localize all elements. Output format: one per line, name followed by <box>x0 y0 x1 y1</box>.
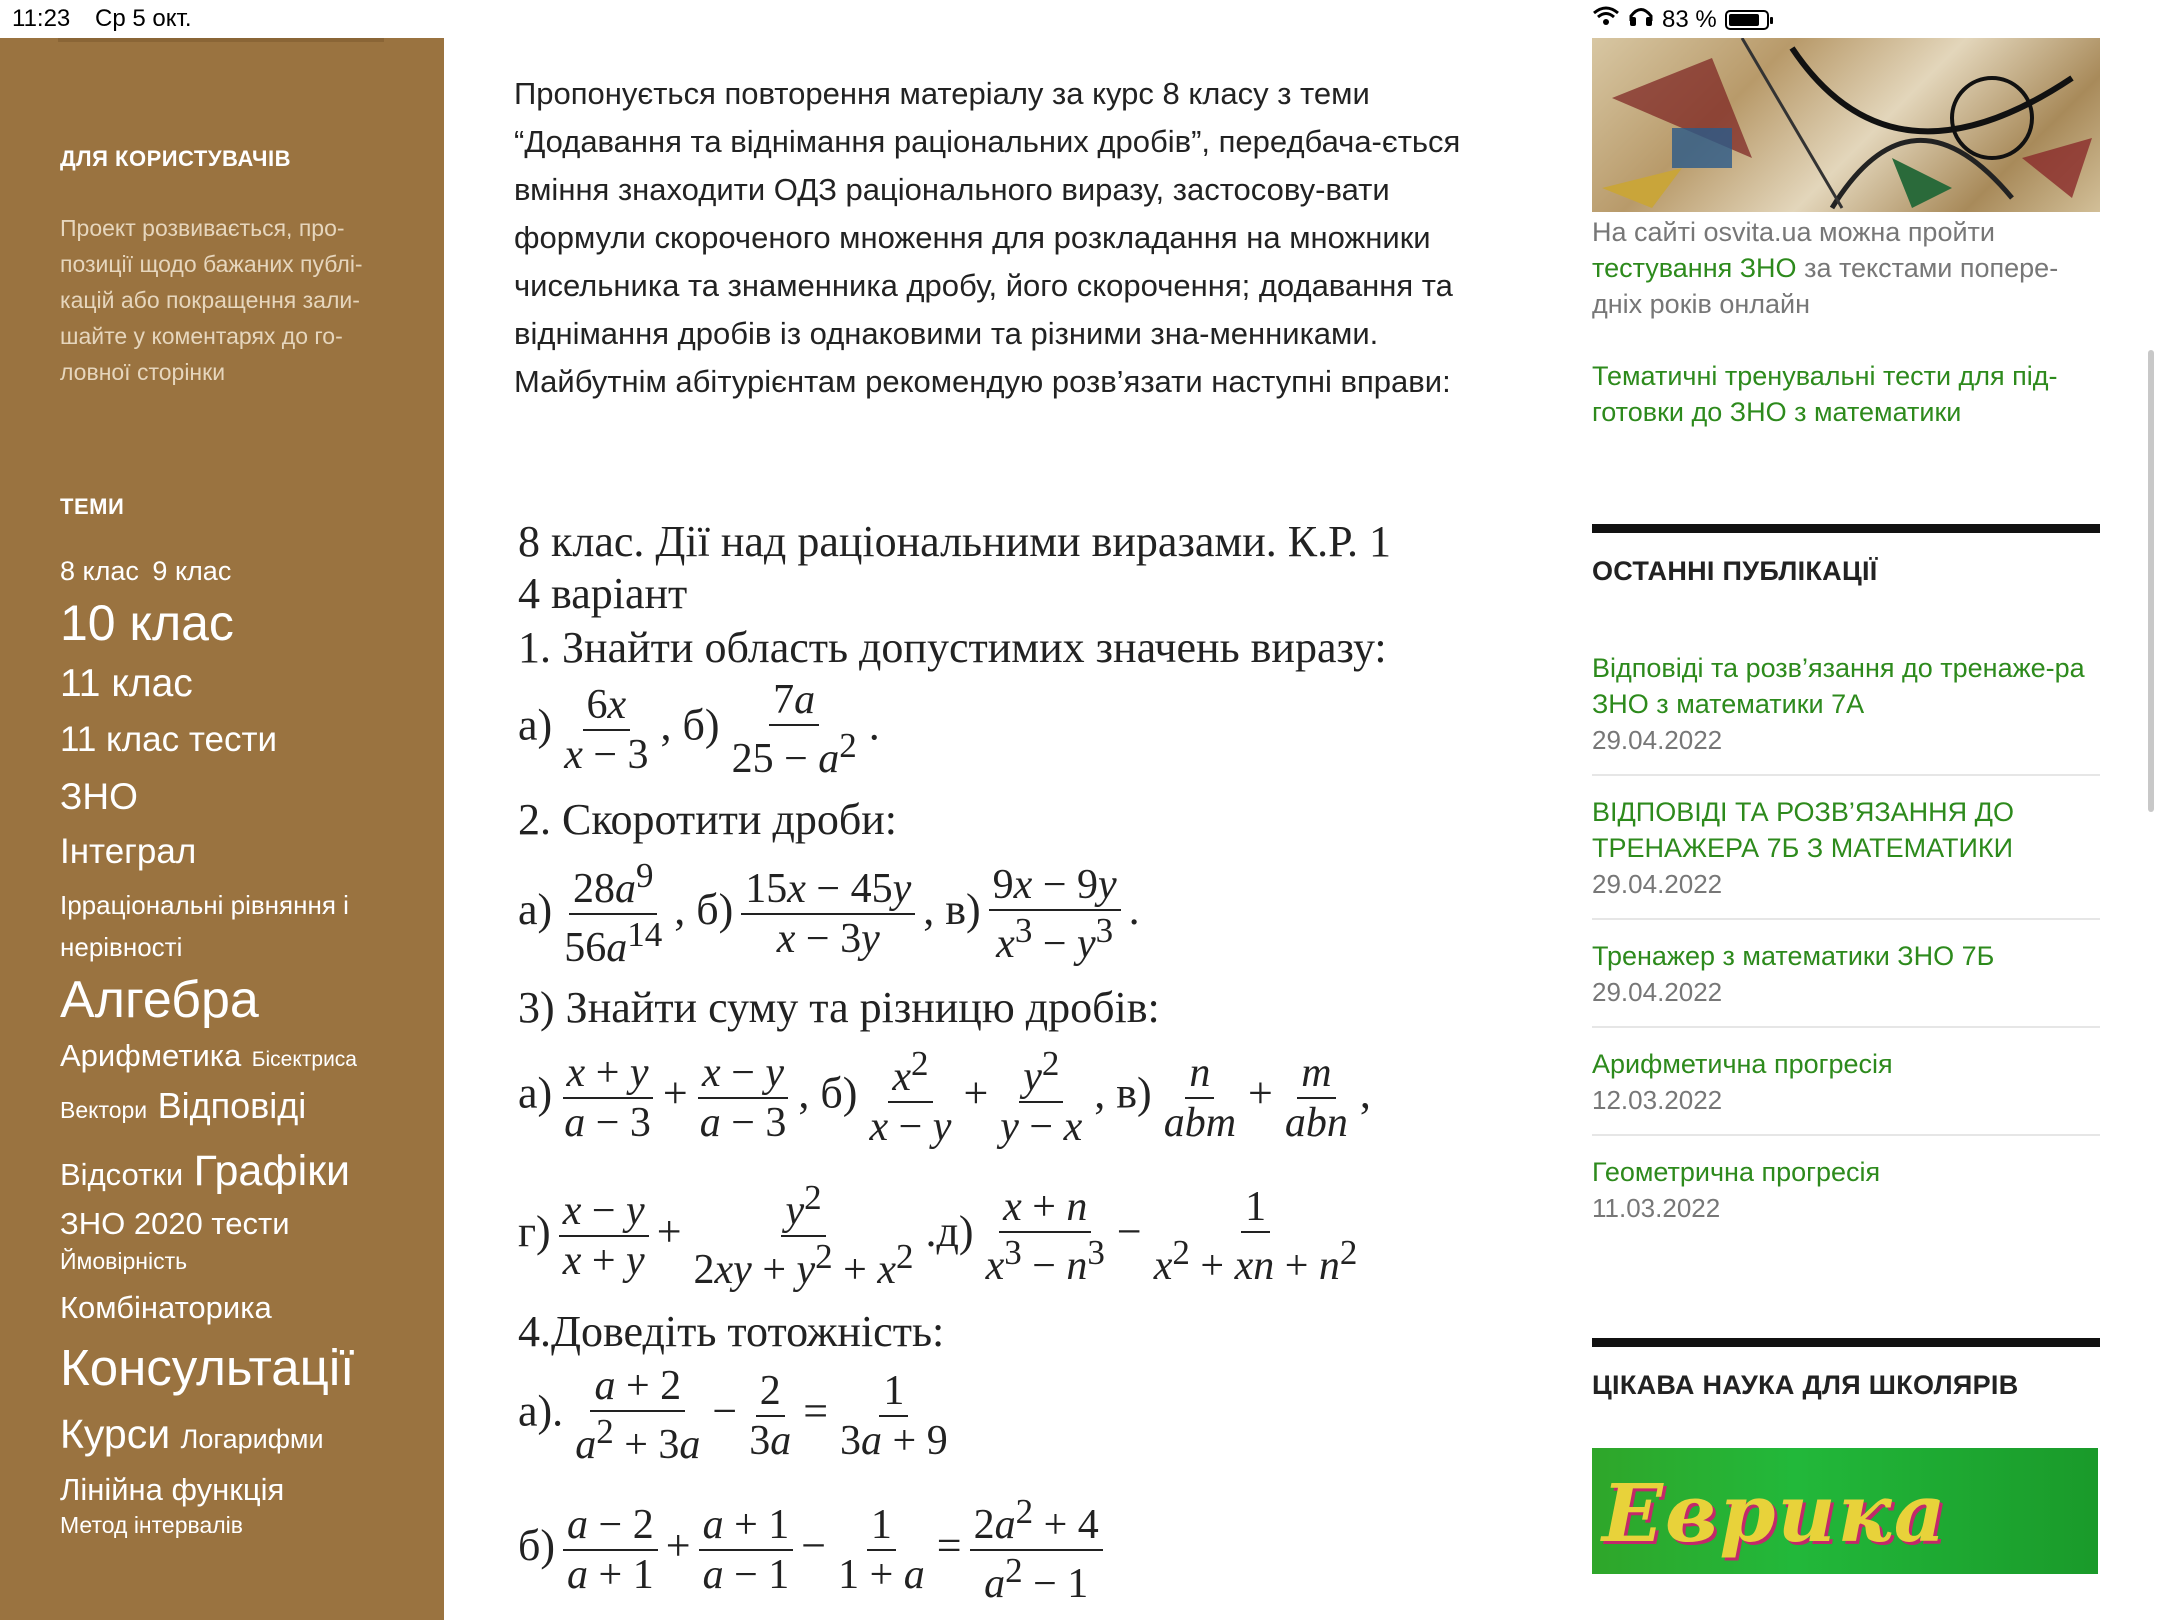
tag-11-class-tests[interactable]: 11 клас тести <box>60 720 278 759</box>
task-3: 3) Знайти суму та різницю дробів: <box>518 983 1160 1032</box>
tag-graphs[interactable]: Графіки <box>193 1147 351 1195</box>
tag-algebra[interactable]: Алгебра <box>60 971 259 1029</box>
tag-interval-method[interactable]: Метод інтервалів <box>60 1512 243 1538</box>
zno-caption <box>1592 214 2100 322</box>
zno-testing-link[interactable]: тестування ЗНО <box>1592 253 1797 283</box>
evrika-banner-text: Еврика <box>1602 1466 1948 1560</box>
post-title[interactable]: Арифметична прогресія <box>1592 1049 1893 1079</box>
tag-probability[interactable]: Ймовірність <box>60 1248 188 1274</box>
topics-heading: ТЕМИ <box>60 494 125 519</box>
tag-percent[interactable]: Відсотки <box>60 1157 184 1192</box>
task-3-row-2: г) $\frac{x - y}{x + y}$ + $\frac{y^2}{2xy + y^2 + x^2}$ .д) $\frac{x + n}{x^3 - n^3}$ − $\frac{1}{x^2 + xn + n^2}$ <box>518 1178 1358 1293</box>
post-title[interactable]: Тренажер з математики ЗНО 7Б <box>1592 941 1995 971</box>
abstract-painting[interactable] <box>1592 38 2100 212</box>
battery-percent: 83 % <box>1662 5 1717 33</box>
post-title[interactable]: Геометрична прогресія <box>1592 1157 1881 1187</box>
status-time: 11:23 <box>12 5 71 32</box>
tag-linear-function[interactable]: Лінійна функція <box>60 1472 285 1507</box>
tag-bisector[interactable]: Бісектриса <box>251 1048 357 1071</box>
task-2: 2. Скоротити дроби: <box>518 795 898 844</box>
worksheet-title: 8 клас. Дії над раціональними виразами. К.Р. 1 <box>518 517 1392 566</box>
post-title[interactable]: Відповіді та розв’язання до тренаже-ра ЗНО з математики 7А <box>1592 653 2085 719</box>
task-3-row-1: а) $\frac{x + y}{a - 3}$ + $\frac{x - y}{a - 3}$ , б) $\frac{x^2}{x - y}$ + $\frac{y^2}{y - x}$ , в) $\frac{n}{\text{abm}}$ + $\frac{m}{\text{abn}}$ , <box>518 1044 1371 1150</box>
tag-logarithms[interactable]: Логарифми <box>180 1424 324 1454</box>
section-rule <box>1592 1338 2100 1347</box>
post-date: 29.04.2022 <box>1592 869 1723 899</box>
headphones-icon <box>1628 5 1654 34</box>
post-date: 29.04.2022 <box>1592 977 1723 1007</box>
post-item <box>1592 938 2100 1010</box>
tag-9-class[interactable]: 9 клас <box>152 556 232 586</box>
page-scrollbar[interactable] <box>2148 350 2154 812</box>
post-item <box>1592 1154 2100 1226</box>
thematic-tests-link[interactable]: Тематичні тренувальні тести для під-готовки до ЗНО з математики <box>1592 361 2058 427</box>
task-2-expressions: а) $\frac{28a^9}{56a^{14}}$ , б) $\frac{15x - 45y}{x - 3y}$ , в) $\frac{9x - 9y}{x^3 - y^3}$ . <box>518 856 1140 971</box>
post-date: 11.03.2022 <box>1592 1193 1721 1223</box>
post-date: 29.04.2022 <box>1592 725 1723 755</box>
caption-prefix: На сайті osvita.ua можна пройти <box>1592 217 1995 247</box>
users-text: Проект розвивається, про-позиції щодо бажаних публі-кацій або покращення зали-шайте у коментарях до го-ловної сторінки <box>60 215 363 385</box>
task-1-expressions: а) $\frac{6x}{x - 3}$ , б) $\frac{7a}{25 - a^2}$ . <box>518 677 880 782</box>
post-divider <box>1592 1134 2100 1136</box>
tag-zno-2020[interactable]: ЗНО 2020 тести <box>60 1206 290 1241</box>
battery-icon <box>1725 10 1769 30</box>
users-heading: ДЛЯ КОРИСТУВАЧІВ <box>60 146 291 171</box>
wifi-icon <box>1592 5 1620 34</box>
tag-irrational[interactable]: Ірраціональні рівняння і нерівності <box>60 890 349 962</box>
task-1: 1. Знайти область допустимих значень виразу: <box>518 623 1387 672</box>
tag-vectors[interactable]: Вектори <box>60 1097 148 1123</box>
worksheet-variant: 4 варіант <box>518 569 688 618</box>
task-4-identity-a: а). $\frac{a + 2}{a^2 + 3a}$ − $\frac{2}{3a}$ = $\frac{1}{3a + 9}$ <box>518 1363 948 1468</box>
tag-courses[interactable]: Курси <box>60 1411 171 1457</box>
status-date: Ср 5 окт. <box>95 5 192 32</box>
post-item <box>1592 1046 2100 1118</box>
post-title[interactable]: ВІДПОВІДІ ТА РОЗВ’ЯЗАННЯ ДО ТРЕНАЖЕРА 7Б З МАТЕМАТИКИ <box>1592 797 2014 863</box>
status-bar <box>0 0 2160 38</box>
caption-suffix: за текстами попере-дніх років онлайн <box>1592 253 2059 319</box>
tag-integral[interactable]: Інтеграл <box>60 832 197 871</box>
post-item <box>1592 794 2100 902</box>
post-divider <box>1592 774 2100 776</box>
sidebar-search-edge <box>58 38 384 42</box>
science-heading: ЦІКАВА НАУКА ДЛЯ ШКОЛЯРІВ <box>1592 1370 2019 1400</box>
post-item <box>1592 650 2100 758</box>
tag-combinatorics[interactable]: Комбінаторика <box>60 1290 272 1325</box>
intro-paragraph: Пропонується повторення матеріалу за курс 8 класу з теми “Додавання та віднімання раціональних дробів”, передбача-ється вміння знаходити ОДЗ раціонального виразу, застосову-вати формули скороченого множення для розкладання на множники чисельника та знаменника дробу, його скорочення; додавання та віднімання дробів із однаковими та різними зна-менниками. Майбутнім абітурієнтам рекомендую розв’язати наступні вправи: <box>514 76 1461 399</box>
tag-11-class[interactable]: 11 клас <box>60 662 193 705</box>
tag-zno[interactable]: ЗНО <box>60 776 138 817</box>
tag-8-class[interactable]: 8 клас <box>60 556 139 586</box>
tag-cloud <box>60 558 400 1548</box>
tag-consultations[interactable]: Консультації <box>60 1339 355 1396</box>
recent-posts-heading: ОСТАННІ ПУБЛІКАЦІЇ <box>1592 556 1878 586</box>
task-4-identity-b: б) $\frac{a - 2}{a + 1}$ + $\frac{a + 1}{a - 1}$ − $\frac{1}{1 + a}$ = $\frac{2a^2 + 4}{a^2 - 1}$ <box>518 1492 1111 1608</box>
post-date: 12.03.2022 <box>1592 1085 1723 1115</box>
task-4: 4.Доведіть тотожність: <box>518 1307 945 1356</box>
left-sidebar <box>0 38 444 1620</box>
tag-answers[interactable]: Відповіді <box>157 1085 307 1126</box>
post-divider <box>1592 918 2100 920</box>
post-divider <box>1592 1026 2100 1028</box>
tag-10-class[interactable]: 10 клас <box>60 595 234 651</box>
evrika-banner[interactable] <box>1592 1448 2098 1574</box>
section-rule <box>1592 524 2100 533</box>
tag-arithmetic[interactable]: Арифметика <box>60 1038 242 1073</box>
